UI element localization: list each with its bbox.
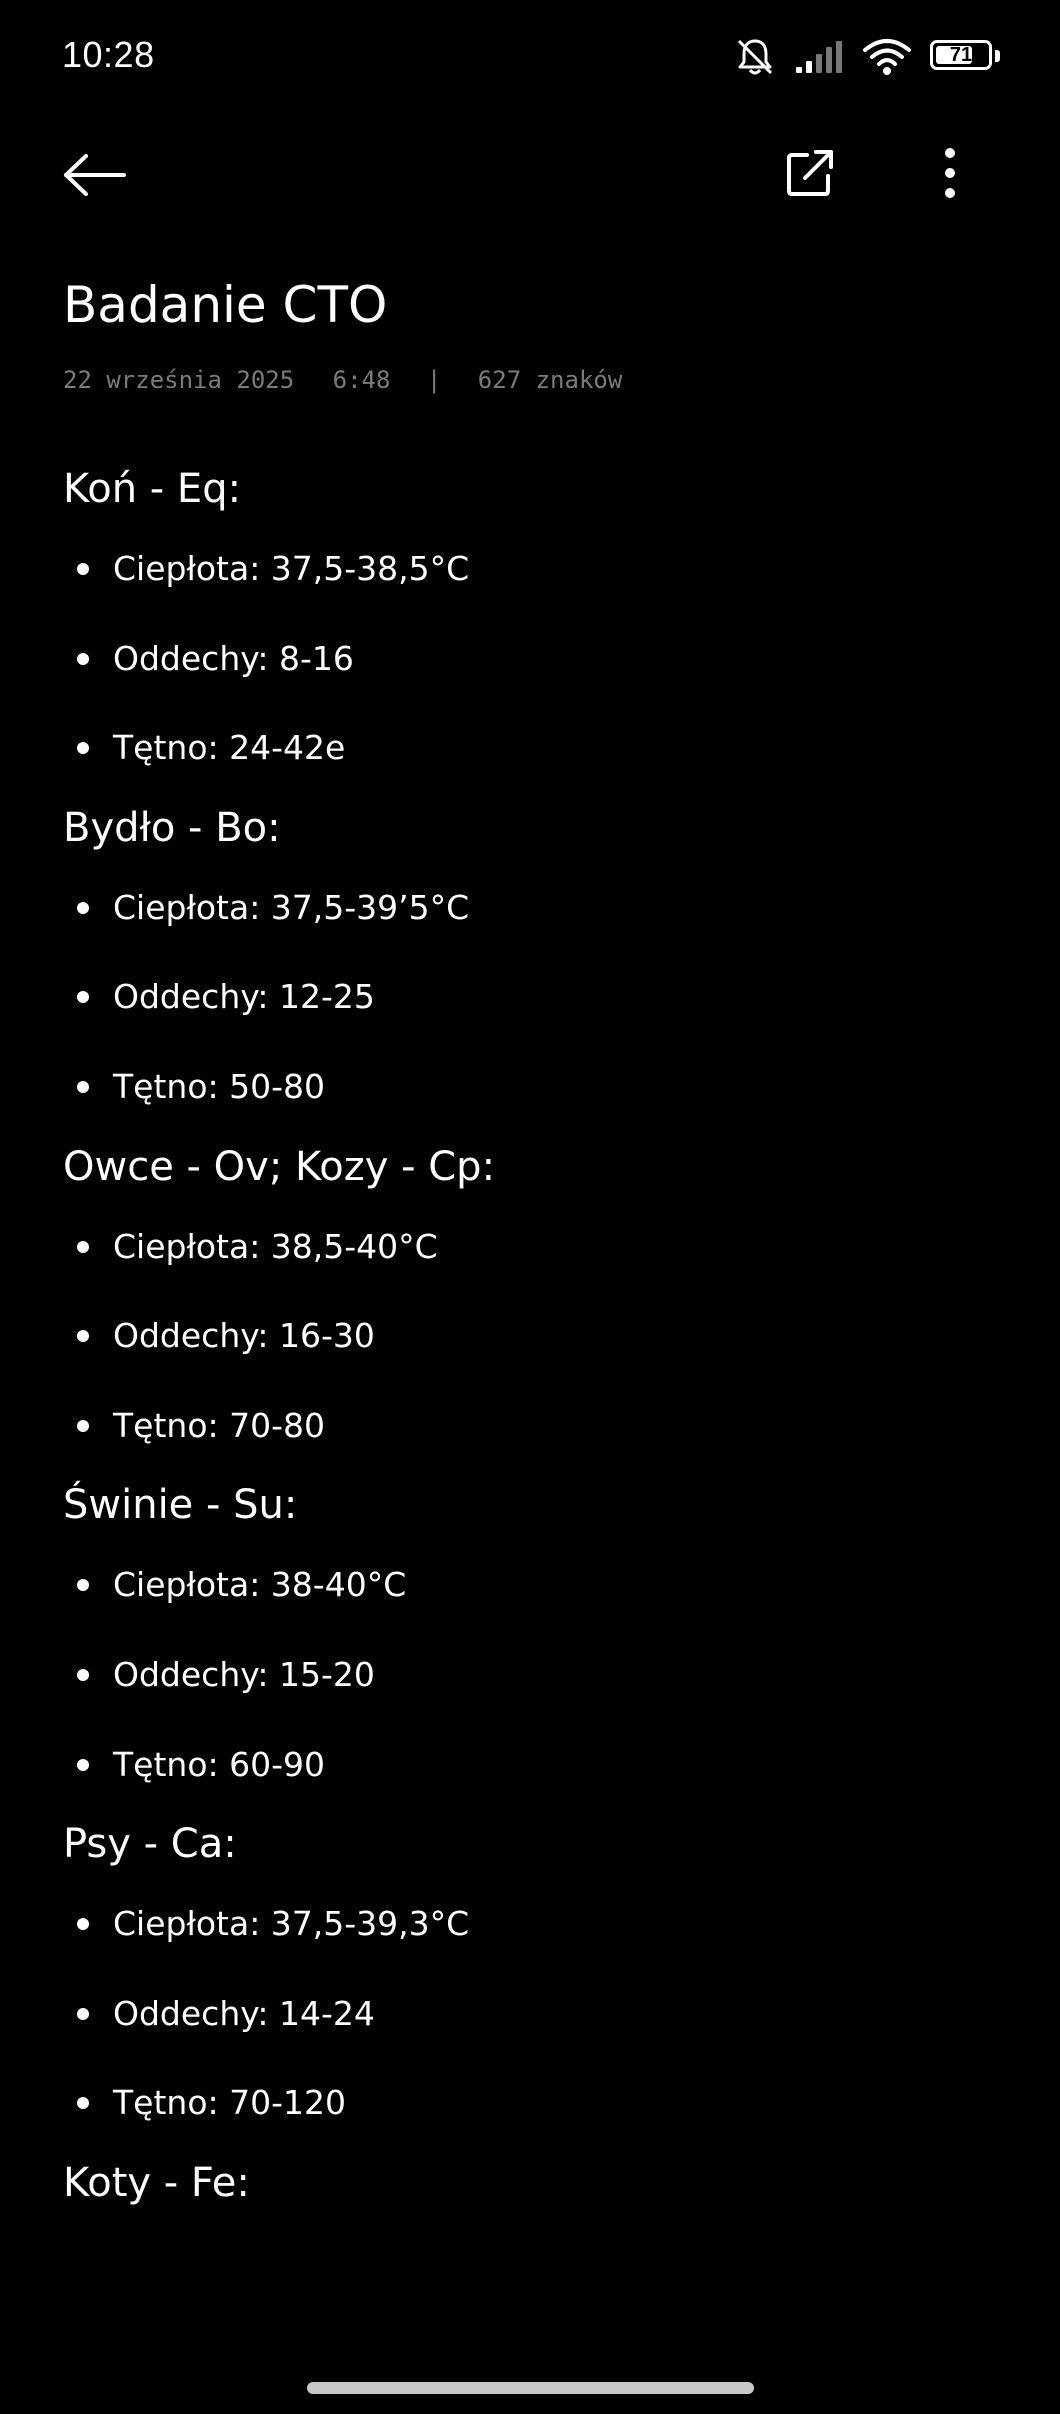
home-indicator[interactable] (307, 2382, 754, 2394)
list-item (63, 1879, 1020, 1969)
list-item (63, 952, 1020, 1042)
bullet-list (63, 1879, 1020, 2148)
note-time: 6:48 (332, 366, 391, 394)
list-item (63, 1381, 1020, 1471)
list-item-text: Tętno: 70-120 (113, 2083, 346, 2123)
bullet-dot (77, 991, 89, 1003)
list-item (63, 524, 1020, 614)
bullet-list (63, 1540, 1020, 1809)
more-options-button[interactable] (920, 140, 980, 210)
section-title: Świnie - Su: (63, 1482, 298, 1529)
arrow-left-icon (62, 153, 126, 201)
list-item-text: Oddechy: 8-16 (113, 638, 354, 678)
signal-icon (794, 39, 844, 75)
note-section (63, 1470, 1020, 1809)
bullet-dot (77, 742, 89, 754)
note-section (63, 2148, 1020, 2218)
list-item (63, 1291, 1020, 1381)
list-item-text: Oddechy: 12-25 (113, 977, 375, 1017)
section-title: Koty - Fe: (63, 2159, 250, 2206)
note-content[interactable] (63, 262, 1020, 2218)
note-title[interactable]: Badanie CTO (63, 276, 388, 334)
list-item (63, 1630, 1020, 1720)
note-date: 22 września 2025 (63, 366, 295, 394)
list-item-text: Ciepłota: 37,5-39’5°C (113, 887, 470, 927)
section-title: Owce - Ov; Kozy - Cp: (63, 1143, 496, 1190)
bullet-dot (77, 902, 89, 914)
battery-icon (930, 40, 1000, 74)
note-body[interactable] (63, 454, 1020, 2218)
list-item-text: Tętno: 50-80 (113, 1066, 326, 1106)
bullet-dot (77, 1918, 89, 1930)
bullet-list (63, 863, 1020, 1132)
bullet-list (63, 1202, 1020, 1471)
list-item (63, 1969, 1020, 2059)
list-item-text: Tętno: 24-42e (113, 728, 346, 768)
bullet-dot (77, 1420, 89, 1432)
note-section (63, 1132, 1020, 1471)
section-title: Koń - Eq: (63, 466, 242, 512)
section-title: Psy - Ca: (63, 1821, 237, 1868)
note-section (63, 793, 1020, 1132)
wifi-icon (862, 38, 912, 76)
list-item-text: Oddechy: 15-20 (113, 1654, 375, 1694)
back-button[interactable] (62, 142, 152, 212)
bullet-dot (77, 2008, 89, 2020)
bell-off-icon (734, 36, 776, 78)
section-title: Bydło - Bo: (63, 804, 281, 851)
bullet-dot (77, 1330, 89, 1342)
note-section (63, 454, 1020, 793)
share-button[interactable] (770, 140, 850, 210)
status-time: 10:28 (62, 34, 155, 75)
bullet-dot (77, 1579, 89, 1591)
list-item-text: Ciepłota: 37,5-39,3°C (113, 1904, 470, 1944)
note-toolbar (0, 130, 1060, 220)
list-item (63, 1540, 1020, 1630)
list-item-text: Ciepłota: 38-40°C (113, 1565, 407, 1605)
list-item-text: Tętno: 70-80 (113, 1405, 326, 1445)
share-external-icon (783, 146, 837, 204)
list-item (63, 703, 1020, 793)
list-item (63, 1042, 1020, 1132)
list-item (63, 1720, 1020, 1810)
list-item (63, 614, 1020, 704)
status-icons (734, 32, 1000, 82)
bullet-dot (77, 1759, 89, 1771)
note-section (63, 1809, 1020, 2148)
list-item-text: Ciepłota: 38,5-40°C (113, 1226, 438, 1266)
list-item-text: Oddechy: 16-30 (113, 1316, 375, 1356)
note-char-count: 627 znaków (477, 366, 623, 394)
list-item-text: Tętno: 60-90 (113, 1744, 326, 1784)
bullet-dot (77, 1081, 89, 1093)
battery-level: 71 (949, 43, 973, 66)
bullet-dot (77, 1669, 89, 1681)
more-vertical-icon (944, 147, 956, 203)
list-item (63, 2058, 1020, 2148)
bullet-list (63, 524, 1020, 793)
bullet-dot (77, 2097, 89, 2109)
status-bar (0, 0, 1060, 116)
bullet-dot (77, 563, 89, 575)
bullet-dot (77, 653, 89, 665)
list-item (63, 863, 1020, 953)
list-item-text: Oddechy: 14-24 (113, 1993, 375, 2033)
bullet-dot (77, 1241, 89, 1253)
note-meta (63, 360, 1020, 400)
list-item-text: Ciepłota: 37,5-38,5°C (113, 549, 470, 588)
list-item (63, 1202, 1020, 1292)
meta-separator: | (426, 366, 442, 394)
